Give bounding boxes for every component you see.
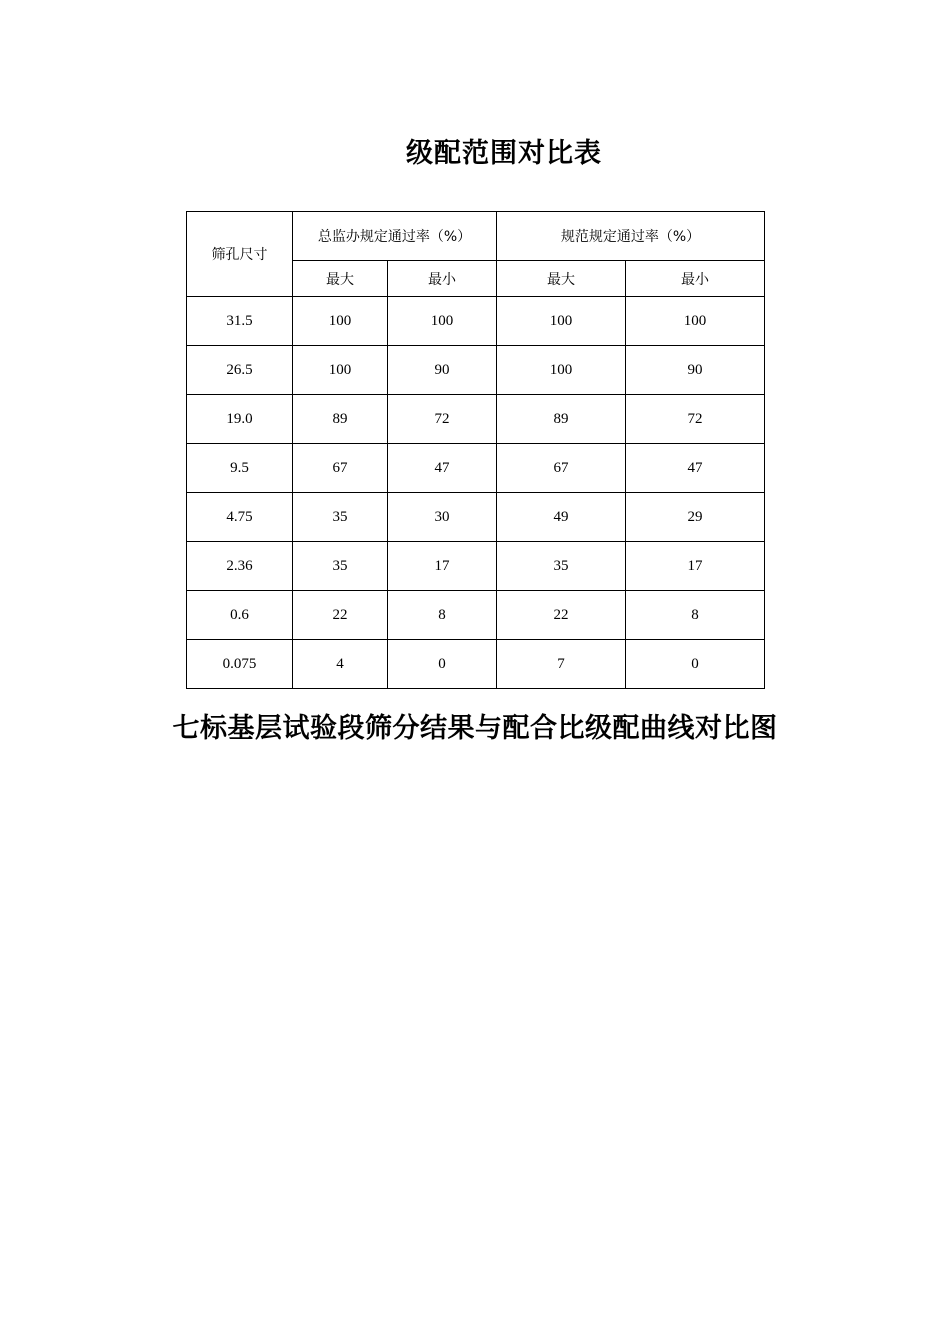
header-supervisor-min: 最小	[388, 261, 497, 297]
cell-sieve-size: 19.0	[187, 395, 293, 444]
cell-supervisor-min: 90	[388, 346, 497, 395]
cell-supervisor-min: 30	[388, 493, 497, 542]
cell-spec-min: 29	[626, 493, 765, 542]
header-supervisor-pass-rate: 总监办规定通过率（%）	[293, 212, 497, 261]
cell-spec-max: 100	[497, 297, 626, 346]
table-title: 级配范围对比表	[406, 138, 602, 169]
cell-spec-max: 89	[497, 395, 626, 444]
header-sieve-size: 筛孔尺寸	[187, 212, 293, 297]
cell-supervisor-min: 17	[388, 542, 497, 591]
cell-sieve-size: 26.5	[187, 346, 293, 395]
cell-supervisor-min: 0	[388, 640, 497, 689]
cell-spec-max: 7	[497, 640, 626, 689]
cell-sieve-size: 31.5	[187, 297, 293, 346]
header-spec-min: 最小	[626, 261, 765, 297]
cell-spec-max: 49	[497, 493, 626, 542]
cell-spec-max: 100	[497, 346, 626, 395]
cell-spec-min: 0	[626, 640, 765, 689]
header-spec-max: 最大	[497, 261, 626, 297]
cell-spec-max: 22	[497, 591, 626, 640]
table-row	[187, 346, 765, 395]
table-row	[187, 591, 765, 640]
cell-spec-min: 90	[626, 346, 765, 395]
cell-sieve-size: 0.075	[187, 640, 293, 689]
cell-spec-min: 72	[626, 395, 765, 444]
cell-supervisor-max: 89	[293, 395, 388, 444]
table-row	[187, 542, 765, 591]
header-supervisor-max: 最大	[293, 261, 388, 297]
gradation-range-table	[186, 211, 765, 689]
cell-spec-min: 47	[626, 444, 765, 493]
table-row	[187, 395, 765, 444]
cell-supervisor-max: 35	[293, 542, 388, 591]
cell-spec-max: 67	[497, 444, 626, 493]
cell-supervisor-max: 4	[293, 640, 388, 689]
cell-supervisor-max: 100	[293, 297, 388, 346]
cell-sieve-size: 0.6	[187, 591, 293, 640]
cell-supervisor-min: 100	[388, 297, 497, 346]
cell-supervisor-max: 22	[293, 591, 388, 640]
cell-spec-min: 17	[626, 542, 765, 591]
cell-spec-min: 8	[626, 591, 765, 640]
cell-supervisor-max: 35	[293, 493, 388, 542]
table-row	[187, 640, 765, 689]
table-row	[187, 493, 765, 542]
cell-sieve-size: 4.75	[187, 493, 293, 542]
cell-sieve-size: 2.36	[187, 542, 293, 591]
table-row	[187, 297, 765, 346]
cell-supervisor-min: 8	[388, 591, 497, 640]
header-spec-pass-rate: 规范规定通过率（%）	[497, 212, 765, 261]
cell-supervisor-min: 47	[388, 444, 497, 493]
table-header-row	[187, 212, 765, 261]
cell-spec-min: 100	[626, 297, 765, 346]
cell-sieve-size: 9.5	[187, 444, 293, 493]
cell-spec-max: 35	[497, 542, 626, 591]
cell-supervisor-min: 72	[388, 395, 497, 444]
chart-title: 七标基层试验段筛分结果与配合比级配曲线对比图	[172, 713, 778, 744]
table-row	[187, 444, 765, 493]
cell-supervisor-max: 67	[293, 444, 388, 493]
cell-supervisor-max: 100	[293, 346, 388, 395]
